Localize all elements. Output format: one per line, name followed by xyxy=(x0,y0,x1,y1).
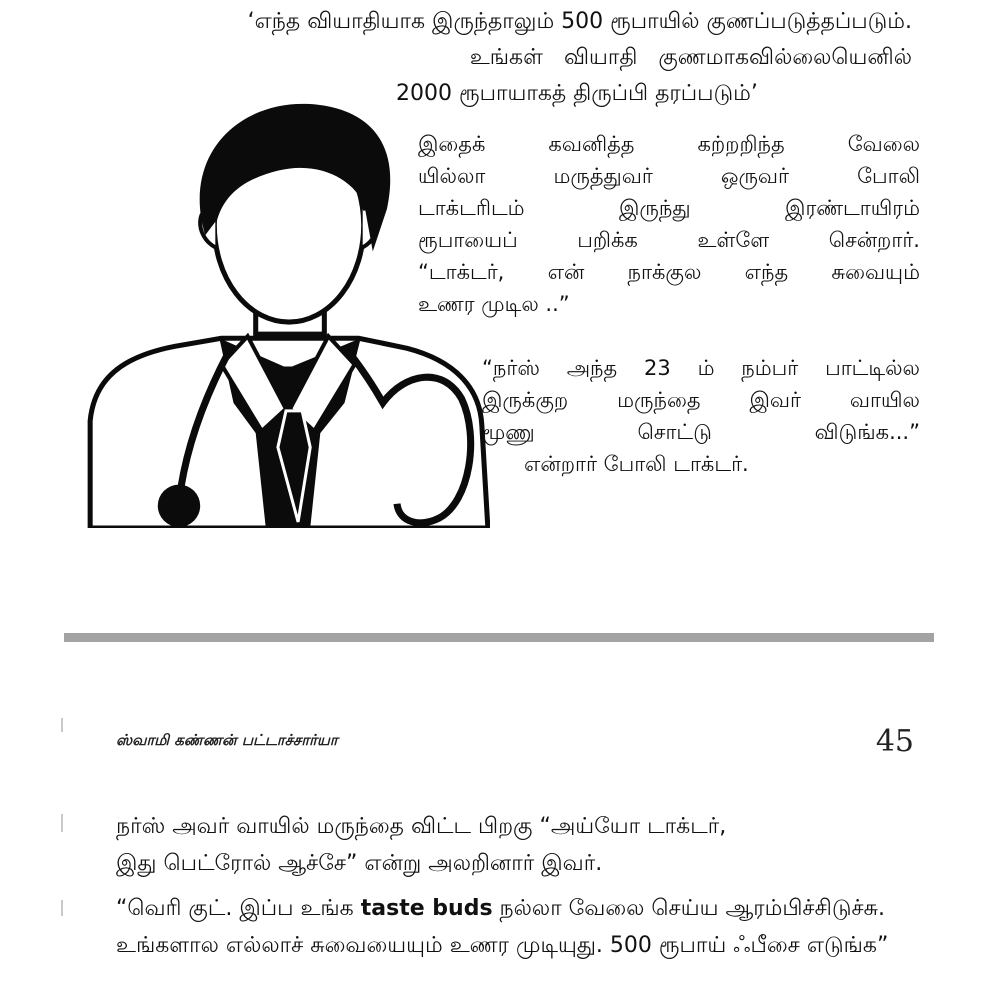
body-paragraph xyxy=(116,890,920,964)
stethoscope-chestpiece xyxy=(158,485,200,527)
story-line: ரூபாயைப் பறிக்க உள்ளே சென்றார். xyxy=(418,228,920,252)
body-line: நர்ஸ் அவர் வாயில் மருந்தை விட்ட பிறகு “அய்யோ டாக்டர், xyxy=(116,814,727,839)
story-line: மூணு சொட்டு விடுங்க...” xyxy=(482,420,920,444)
body-paragraph xyxy=(116,808,920,882)
quote-line: 2000 ரூபாயாகத் திருப்பி தரப்படும்’ xyxy=(396,81,758,106)
page-divider xyxy=(64,633,934,642)
story-paragraph xyxy=(418,128,920,320)
story-line: யில்லா மருத்துவர் ஒருவர் போலி xyxy=(418,164,920,188)
body-text: “வெரி குட். இப்ப உங்க xyxy=(116,896,361,921)
body-line: இது பெட்ரோல் ஆச்சே” என்று அலறினார் இவர். xyxy=(116,851,603,876)
story-line: டாக்டரிடம் இருந்து இரண்டாயிரம் xyxy=(418,196,920,220)
story-line: உணர முடில ..” xyxy=(418,292,570,316)
running-header: ஸ்வாமி கண்ணன் பட்டாச்சார்யா xyxy=(116,731,338,749)
quote-line: ‘எந்த வியாதியாக இருந்தாலும் 500 ரூபாயில் குணப்படுத்தப்படும். xyxy=(247,9,912,34)
story-line: இதைக் கவனித்த கற்றறிந்த வேலை xyxy=(418,132,920,156)
margin-mark xyxy=(61,718,63,732)
story-paragraph xyxy=(482,352,920,480)
margin-mark xyxy=(61,900,63,916)
page-number: 45 xyxy=(875,724,914,759)
story-line: “நர்ஸ் அந்த 23 ம் நம்பர் பாட்டில்ல xyxy=(482,356,920,380)
story-line: “டாக்டர், என் நாக்குல எந்த சுவையும் xyxy=(418,260,920,284)
body-text: நல்லா வேலை செய்ய ஆரம்பிச்சிடுச்சு. உங்களால எல்லாச் சுவையையும் உணர முடியுது. 500 ரூபாய் ஃபீசை எடுங்க” xyxy=(116,896,889,958)
quote-line: உங்கள் வியாதி குணமாகவில்லையெனில் xyxy=(469,45,912,70)
story-line: இருக்குற மருந்தை இவர் வாயில xyxy=(482,388,920,412)
margin-mark xyxy=(61,814,63,832)
story-line: என்றார் போலி டாக்டர். xyxy=(524,452,749,476)
quote-heading xyxy=(60,4,930,112)
highlighted-term: taste buds xyxy=(360,896,493,921)
